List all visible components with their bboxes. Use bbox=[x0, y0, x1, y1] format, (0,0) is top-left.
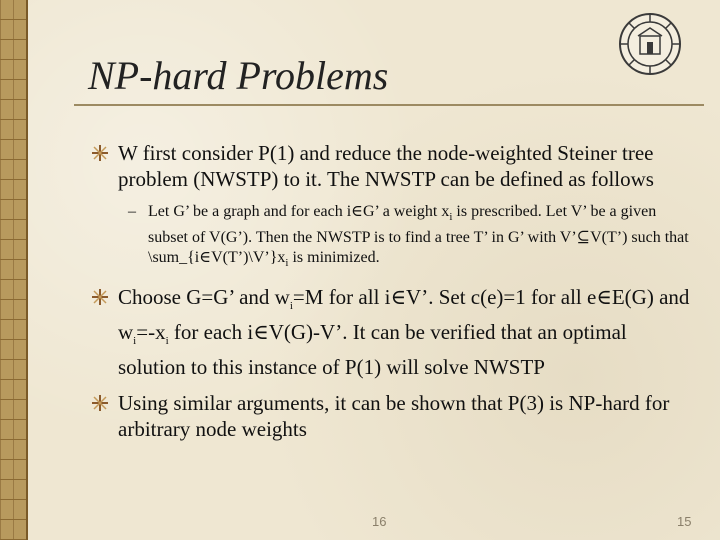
sub-bullet-text-1: Let G’ be a graph and for each i∈G’ a weight x bbox=[148, 203, 450, 220]
bullet-1-text: W first consider P(1) and reduce the node-weighted Steiner tree problem (NWSTP) to it. The NWSTP can be defined as follows bbox=[118, 141, 654, 191]
slide-content bbox=[92, 140, 692, 452]
bullet-2-text-d: for each i∈V(G)-V’. It can be verified that an optimal solution to this instance of P(1) will solve NWSTP bbox=[118, 320, 627, 380]
sub-bullet-text-3: is minimized. bbox=[288, 249, 380, 267]
bullet-3-text: Using similar arguments, it can be shown that P(3) is NP-hard for arbitrary node weights bbox=[118, 391, 670, 442]
sub-bullet-text-2: is prescribed. Let V’ be a given subset of V(G’). Then the NWSTP is to find a tree T’ in G’ with V’⊆V(T’) such that \sum_{i∈V(T’)\V’}x bbox=[148, 203, 689, 267]
sub-bullet bbox=[92, 202, 692, 274]
sub-bullet-subscript-1: i bbox=[449, 211, 453, 224]
bullet-3 bbox=[92, 390, 692, 442]
title-divider bbox=[74, 104, 704, 106]
star-bullet-icon bbox=[92, 145, 108, 161]
bullet-2 bbox=[92, 284, 692, 380]
bullet-1 bbox=[92, 140, 692, 192]
star-bullet-icon bbox=[92, 395, 108, 411]
bullet-2-text-b: =M for all i∈V’. Set c(e)=1 for all e∈E(G) and w bbox=[118, 284, 690, 345]
page-number-right: 15 bbox=[677, 514, 692, 529]
bullet-2-subscript-b: i bbox=[133, 335, 137, 348]
page-number-left: 16 bbox=[372, 514, 387, 529]
bullet-2-text-a: Choose G=G’ and w bbox=[118, 284, 290, 309]
star-bullet-icon bbox=[92, 289, 108, 305]
sub-bullet-subscript-2: i bbox=[285, 257, 289, 270]
slide-title: NP-hard Problems bbox=[88, 53, 389, 98]
decorative-left-strip bbox=[0, 0, 28, 540]
bullet-2-subscript-c: i bbox=[165, 335, 169, 348]
bullet-2-text-c: =-x bbox=[136, 320, 166, 345]
bullet-2-subscript-a: i bbox=[289, 300, 293, 313]
dash-marker: – bbox=[128, 203, 136, 220]
university-seal-icon bbox=[618, 12, 682, 76]
